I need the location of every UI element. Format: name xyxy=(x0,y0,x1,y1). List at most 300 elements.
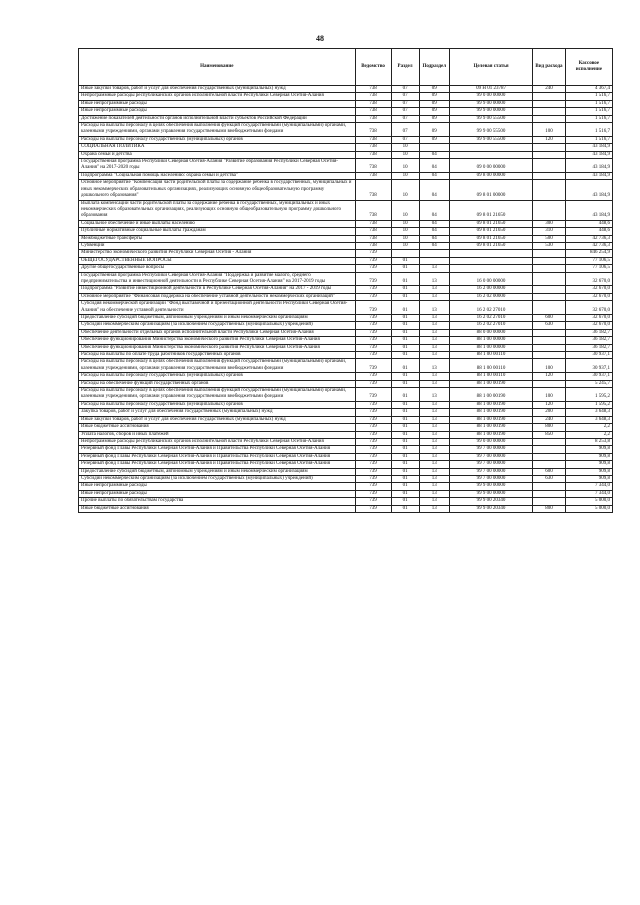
cell-vid-rashoda: 310 xyxy=(533,228,566,235)
cell-vedomstvo: 738 xyxy=(355,200,391,220)
cell-celevaya-statya: 88 1 00 00190 xyxy=(449,409,532,416)
cell-summa: 43 184,9 xyxy=(565,159,612,173)
header-podrazdel: Подраздел xyxy=(419,49,449,86)
cell-summa: 1 516,7 xyxy=(565,115,612,122)
cell-celevaya-statya: 99 9 00 00000 xyxy=(449,100,532,107)
table-row xyxy=(79,100,613,107)
cell-razdel: 01 xyxy=(391,329,419,336)
cell-name: Предоставление субсидий бюджетным, автономным учреждениям и иным некоммерческим организациям xyxy=(79,468,356,475)
cell-vedomstvo: 738 xyxy=(355,220,391,227)
cell-vid-rashoda: 100 xyxy=(533,388,566,402)
cell-summa: 77 106,5 xyxy=(565,257,612,264)
table-row xyxy=(79,151,613,158)
cell-summa: 3 648,3 xyxy=(565,416,612,423)
cell-summa: 32 670,0 xyxy=(565,315,612,322)
table-row xyxy=(79,424,613,431)
table-row xyxy=(79,159,613,173)
cell-vedomstvo: 739 xyxy=(355,322,391,329)
cell-razdel: 07 xyxy=(391,115,419,122)
cell-razdel: 01 xyxy=(391,431,419,438)
cell-podrazdel: 13 xyxy=(419,286,449,293)
table-row xyxy=(79,144,613,151)
cell-celevaya-statya: 99 9 00 20340 xyxy=(449,505,532,512)
cell-name: Подпрограмма "Развитие инвестиционной деятельности в Республике Северная Осетия-Алания" на 2017 - 2019 годы xyxy=(79,286,356,293)
cell-summa: 32 670,0 xyxy=(565,286,612,293)
cell-celevaya-statya: 09 8 01 21650 xyxy=(449,200,532,220)
cell-name: Обеспечение функционирования Министерства экономического развития Республики Северная Осетия-Алания xyxy=(79,337,356,344)
cell-summa: 36 182,7 xyxy=(565,329,612,336)
cell-vedomstvo: 738 xyxy=(355,115,391,122)
table-row xyxy=(79,461,613,468)
cell-podrazdel: 13 xyxy=(419,505,449,512)
cell-summa: 909,8 xyxy=(565,475,612,482)
cell-vedomstvo: 739 xyxy=(355,438,391,445)
cell-podrazdel: 04 xyxy=(419,151,449,158)
cell-podrazdel: 04 xyxy=(419,172,449,179)
cell-podrazdel: 04 xyxy=(419,220,449,227)
cell-celevaya-statya xyxy=(449,250,532,257)
cell-summa: 909,8 xyxy=(565,453,612,460)
cell-summa: 5 000,0 xyxy=(565,498,612,505)
cell-razdel: 01 xyxy=(391,505,419,512)
cell-razdel: 10 xyxy=(391,235,419,242)
cell-podrazdel: 09 xyxy=(419,86,449,93)
cell-name: Министерство экономического развития Республики Северная Осетия - Алания xyxy=(79,250,356,257)
cell-razdel: 01 xyxy=(391,257,419,264)
cell-vid-rashoda: 100 xyxy=(533,123,566,137)
cell-vid-rashoda: 240 xyxy=(533,86,566,93)
cell-celevaya-statya: 99 7 00 00000 xyxy=(449,461,532,468)
cell-vedomstvo: 739 xyxy=(355,490,391,497)
cell-razdel: 07 xyxy=(391,123,419,137)
cell-vedomstvo: 739 xyxy=(355,329,391,336)
table-row xyxy=(79,505,613,512)
cell-podrazdel: 09 xyxy=(419,93,449,100)
cell-name: Иные непрограммные расходы xyxy=(79,483,356,490)
cell-vedomstvo: 738 xyxy=(355,235,391,242)
cell-vedomstvo: 739 xyxy=(355,468,391,475)
cell-summa: 43 184,9 xyxy=(565,172,612,179)
cell-razdel: 10 xyxy=(391,220,419,227)
cell-vedomstvo: 739 xyxy=(355,475,391,482)
table-row xyxy=(79,315,613,322)
cell-podrazdel: 13 xyxy=(419,265,449,272)
cell-podrazdel: 09 xyxy=(419,136,449,143)
cell-podrazdel: 13 xyxy=(419,380,449,387)
cell-celevaya-statya: 09 0 00 00000 xyxy=(449,159,532,173)
table-row xyxy=(79,293,613,300)
cell-name: Иные бюджетные ассигнования xyxy=(79,505,356,512)
cell-celevaya-statya: 09 8 00 00000 xyxy=(449,172,532,179)
cell-vedomstvo: 739 xyxy=(355,301,391,315)
cell-celevaya-statya: 16 2 00 00000 xyxy=(449,286,532,293)
header-celevaya-statya: Целевая статья xyxy=(449,49,532,86)
cell-summa: 32 670,0 xyxy=(565,293,612,300)
cell-vid-rashoda xyxy=(533,115,566,122)
cell-celevaya-statya: 99 9 00 55500 xyxy=(449,136,532,143)
cell-celevaya-statya: 99 7 00 00000 xyxy=(449,446,532,453)
cell-vid-rashoda xyxy=(533,265,566,272)
cell-celevaya-statya: 88 1 00 00110 xyxy=(449,352,532,359)
cell-vedomstvo: 738 xyxy=(355,144,391,151)
cell-podrazdel: 13 xyxy=(419,272,449,286)
cell-podrazdel: 13 xyxy=(419,352,449,359)
cell-vid-rashoda xyxy=(533,108,566,115)
cell-vid-rashoda xyxy=(533,483,566,490)
cell-vid-rashoda xyxy=(533,344,566,351)
cell-name: Расходы на выплаты персоналу государственных (муниципальных) органов xyxy=(79,373,356,380)
cell-vid-rashoda: 200 xyxy=(533,409,566,416)
table-row xyxy=(79,228,613,235)
cell-name: Резервный фонд Главы Республики Северная Осетия-Алания и Правительства Республики Северная Осетия-Алания xyxy=(79,461,356,468)
table-row xyxy=(79,438,613,445)
cell-vedomstvo: 739 xyxy=(355,315,391,322)
page-number: 48 xyxy=(316,34,324,43)
table-row xyxy=(79,401,613,408)
cell-vedomstvo: 738 xyxy=(355,180,391,200)
cell-summa: 1 595,2 xyxy=(565,401,612,408)
cell-podrazdel: 04 xyxy=(419,228,449,235)
cell-name: СОЦИАЛЬНАЯ ПОЛИТИКА xyxy=(79,144,356,151)
cell-vid-rashoda xyxy=(533,172,566,179)
cell-vedomstvo: 739 xyxy=(355,344,391,351)
cell-vedomstvo: 739 xyxy=(355,453,391,460)
cell-celevaya-statya: 16 2 02 27010 xyxy=(449,301,532,315)
table-row xyxy=(79,498,613,505)
cell-name: Субвенции xyxy=(79,242,356,249)
cell-razdel: 01 xyxy=(391,416,419,423)
cell-razdel: 01 xyxy=(391,373,419,380)
cell-celevaya-statya: 16 0 00 00000 xyxy=(449,272,532,286)
table-row xyxy=(79,220,613,227)
cell-vid-rashoda xyxy=(533,498,566,505)
cell-razdel: 01 xyxy=(391,438,419,445)
cell-vid-rashoda: 800 xyxy=(533,505,566,512)
cell-podrazdel: 13 xyxy=(419,344,449,351)
table-row xyxy=(79,483,613,490)
cell-razdel: 01 xyxy=(391,344,419,351)
cell-podrazdel: 13 xyxy=(419,322,449,329)
cell-razdel: 01 xyxy=(391,265,419,272)
table-row xyxy=(79,475,613,482)
cell-vid-rashoda xyxy=(533,257,566,264)
cell-name: Прочие выплаты по обязательствам государства xyxy=(79,498,356,505)
cell-podrazdel: 09 xyxy=(419,100,449,107)
cell-celevaya-statya xyxy=(449,265,532,272)
cell-summa: 7 344,0 xyxy=(565,490,612,497)
cell-podrazdel: 13 xyxy=(419,431,449,438)
cell-vid-rashoda xyxy=(533,301,566,315)
cell-celevaya-statya: 88 1 00 00190 xyxy=(449,416,532,423)
cell-name: Обеспечение функционирования Министерства экономического развития Республики Северная Осетия-Алания xyxy=(79,344,356,351)
cell-podrazdel: 13 xyxy=(419,424,449,431)
cell-summa: 30 937,1 xyxy=(565,373,612,380)
table-row xyxy=(79,431,613,438)
cell-podrazdel: 04 xyxy=(419,180,449,200)
cell-vid-rashoda xyxy=(533,250,566,257)
table-row xyxy=(79,200,613,220)
cell-vid-rashoda: 800 xyxy=(533,424,566,431)
cell-vid-rashoda xyxy=(533,293,566,300)
cell-podrazdel: 13 xyxy=(419,337,449,344)
cell-summa: 36 182,7 xyxy=(565,337,612,344)
cell-celevaya-statya: 99 9 00 00000 xyxy=(449,108,532,115)
table-row xyxy=(79,344,613,351)
cell-vid-rashoda xyxy=(533,159,566,173)
cell-vedomstvo: 738 xyxy=(355,100,391,107)
table-row xyxy=(79,380,613,387)
cell-celevaya-statya: 88 0 00 00000 xyxy=(449,329,532,336)
cell-podrazdel: 13 xyxy=(419,373,449,380)
cell-celevaya-statya: 16 2 02 27010 xyxy=(449,322,532,329)
cell-summa: 1 516,7 xyxy=(565,136,612,143)
cell-name: Подпрограмма "Социальная помощь населению: охрана семьи и детства" xyxy=(79,172,356,179)
cell-razdel: 01 xyxy=(391,490,419,497)
cell-vid-rashoda: 630 xyxy=(533,322,566,329)
cell-razdel xyxy=(391,250,419,257)
cell-celevaya-statya: 88 1 00 00190 xyxy=(449,388,532,402)
cell-vedomstvo: 739 xyxy=(355,505,391,512)
cell-podrazdel: 13 xyxy=(419,416,449,423)
cell-podrazdel: 13 xyxy=(419,490,449,497)
cell-summa: 7 344,0 xyxy=(565,483,612,490)
cell-podrazdel: 13 xyxy=(419,359,449,373)
cell-vedomstvo: 739 xyxy=(355,337,391,344)
cell-summa: 43 184,9 xyxy=(565,151,612,158)
cell-name: Другие общегосударственные вопросы xyxy=(79,265,356,272)
table-row xyxy=(79,490,613,497)
cell-celevaya-statya xyxy=(449,151,532,158)
cell-vid-rashoda: 500 xyxy=(533,235,566,242)
cell-vid-rashoda xyxy=(533,352,566,359)
cell-vid-rashoda: 120 xyxy=(533,136,566,143)
table-row xyxy=(79,265,613,272)
cell-podrazdel xyxy=(419,144,449,151)
cell-vid-rashoda: 300 xyxy=(533,220,566,227)
cell-vid-rashoda: 100 xyxy=(533,359,566,373)
cell-vid-rashoda xyxy=(533,380,566,387)
cell-celevaya-statya: 09 8 01 00000 xyxy=(449,180,532,200)
cell-name: Расходы на выплаты персоналу в целях обеспечения выполнения функций государственными (муниципальными) органами, казенными учреждениями, органами управления государственными внебюджетными фондами xyxy=(79,359,356,373)
cell-summa: 1 516,7 xyxy=(565,93,612,100)
cell-podrazdel: 04 xyxy=(419,159,449,173)
cell-summa: 36 182,7 xyxy=(565,344,612,351)
cell-name: Предоставление субсидий бюджетным, автономным учреждениям и иным некоммерческим организациям xyxy=(79,315,356,322)
cell-celevaya-statya: 99 9 00 55500 xyxy=(449,115,532,122)
cell-podrazdel xyxy=(419,250,449,257)
cell-name: Уплата налогов, сборов и иных платежей xyxy=(79,431,356,438)
cell-vedomstvo: 738 xyxy=(355,159,391,173)
cell-podrazdel: 09 xyxy=(419,115,449,122)
header-name: Наименование xyxy=(79,49,356,86)
table-row xyxy=(79,257,613,264)
cell-vid-rashoda xyxy=(533,438,566,445)
cell-name: Межбюджетные трансферты xyxy=(79,235,356,242)
cell-celevaya-statya: 09 8 01 21650 xyxy=(449,242,532,249)
cell-vid-rashoda xyxy=(533,180,566,200)
cell-razdel: 10 xyxy=(391,151,419,158)
cell-summa: 43 184,9 xyxy=(565,200,612,220)
cell-podrazdel: 13 xyxy=(419,301,449,315)
cell-vid-rashoda: 600 xyxy=(533,468,566,475)
table-row xyxy=(79,180,613,200)
cell-name: Непрограммные расходы республиканских органов исполнительной власти Республики Северная Осетия-Алания xyxy=(79,93,356,100)
cell-celevaya-statya: 88 1 00 00190 xyxy=(449,380,532,387)
cell-podrazdel: 13 xyxy=(419,401,449,408)
cell-summa: 5 245,7 xyxy=(565,380,612,387)
cell-vedomstvo: 739 xyxy=(355,380,391,387)
table-row xyxy=(79,468,613,475)
table-row xyxy=(79,115,613,122)
cell-celevaya-statya: 09 Н 01 23787 xyxy=(449,86,532,93)
cell-summa: 5 000,0 xyxy=(565,505,612,512)
header-kassovoe-ispolnenie: Кассовое исполнение xyxy=(565,49,612,86)
cell-vid-rashoda xyxy=(533,144,566,151)
cell-razdel: 07 xyxy=(391,136,419,143)
cell-summa: 43 184,9 xyxy=(565,144,612,151)
table-row xyxy=(79,136,613,143)
cell-name: Расходы на выплаты персоналу государственных (муниципальных) органов xyxy=(79,136,356,143)
cell-name: Непрограммные расходы республиканских органов исполнительной власти Республики Северная Осетия-Алания xyxy=(79,438,356,445)
cell-vid-rashoda xyxy=(533,446,566,453)
cell-summa: 30 937,1 xyxy=(565,352,612,359)
cell-razdel: 01 xyxy=(391,401,419,408)
table-row xyxy=(79,250,613,257)
cell-name: Иные закупки товаров, работ и услуг для обеспечения государственных (муниципальных) нужд xyxy=(79,86,356,93)
cell-celevaya-statya: 88 1 00 00000 xyxy=(449,344,532,351)
cell-vedomstvo: 738 xyxy=(355,136,391,143)
cell-razdel: 01 xyxy=(391,424,419,431)
cell-razdel: 01 xyxy=(391,446,419,453)
cell-name: Резервный фонд Главы Республики Северная Осетия-Алания и Правительства Республики Северная Осетия-Алания xyxy=(79,453,356,460)
cell-vid-rashoda: 120 xyxy=(533,401,566,408)
cell-summa: 1 516,7 xyxy=(565,108,612,115)
cell-razdel: 01 xyxy=(391,461,419,468)
cell-celevaya-statya: 09 8 01 21650 xyxy=(449,228,532,235)
cell-vedomstvo: 739 xyxy=(355,286,391,293)
cell-vedomstvo: 738 xyxy=(355,151,391,158)
cell-razdel: 01 xyxy=(391,352,419,359)
cell-summa: 32 670,0 xyxy=(565,322,612,329)
table-body xyxy=(79,86,613,513)
cell-summa: 3 648,3 xyxy=(565,409,612,416)
cell-razdel: 10 xyxy=(391,172,419,179)
cell-vedomstvo: 739 xyxy=(355,359,391,373)
cell-podrazdel: 13 xyxy=(419,409,449,416)
cell-vedomstvo: 739 xyxy=(355,424,391,431)
cell-vedomstvo: 739 xyxy=(355,431,391,438)
cell-name: Государственная программа Республики Северная Осетия-Алания "Развитие образования Республики Северная Осетия-Алания" на 2017-2020 годы xyxy=(79,159,356,173)
table-row xyxy=(79,453,613,460)
cell-vid-rashoda xyxy=(533,329,566,336)
cell-name: Социальное обеспечение и иные выплаты населению xyxy=(79,220,356,227)
cell-vedomstvo: 739 xyxy=(355,416,391,423)
table-header-row xyxy=(79,49,613,86)
cell-podrazdel xyxy=(419,257,449,264)
cell-summa: 2,2 xyxy=(565,424,612,431)
cell-summa: 1 516,7 xyxy=(565,100,612,107)
cell-celevaya-statya: 99 9 00 20340 xyxy=(449,498,532,505)
cell-vid-rashoda xyxy=(533,286,566,293)
cell-name: Субсидия некоммерческой организации "Фонд выставочной и презентационной деятельности Республики Северная Осетия-Алания" на обеспечение уставной деятельности xyxy=(79,301,356,315)
cell-celevaya-statya: 99 7 00 00000 xyxy=(449,468,532,475)
cell-razdel: 01 xyxy=(391,380,419,387)
cell-vid-rashoda xyxy=(533,490,566,497)
cell-vedomstvo: 739 xyxy=(355,446,391,453)
cell-vid-rashoda xyxy=(533,100,566,107)
cell-name: Иные непрограммные расходы xyxy=(79,100,356,107)
cell-podrazdel: 13 xyxy=(419,388,449,402)
header-vid-rashoda: Вид расхода xyxy=(533,49,566,86)
table-row xyxy=(79,322,613,329)
cell-summa: 32 670,0 xyxy=(565,272,612,286)
cell-name: Выплата компенсации части родительской платы за содержание ребенка в государственных, муниципальных и иных некоммерческих образовательных организациях, реализующих основную общеобразовательную программу дошкольного образования xyxy=(79,200,356,220)
cell-celevaya-statya: 09 8 01 21650 xyxy=(449,220,532,227)
cell-razdel: 01 xyxy=(391,388,419,402)
cell-summa: 1 595,2 xyxy=(565,388,612,402)
cell-razdel: 01 xyxy=(391,315,419,322)
cell-summa: 909,8 xyxy=(565,468,612,475)
cell-razdel: 01 xyxy=(391,498,419,505)
cell-podrazdel: 13 xyxy=(419,453,449,460)
table-row xyxy=(79,359,613,373)
cell-razdel: 07 xyxy=(391,86,419,93)
table-row xyxy=(79,123,613,137)
cell-vedomstvo: 739 xyxy=(355,409,391,416)
cell-name: Публичные нормативные социальные выплаты гражданам xyxy=(79,228,356,235)
table-row xyxy=(79,352,613,359)
table-row xyxy=(79,86,613,93)
cell-vedomstvo: 738 xyxy=(355,108,391,115)
cell-razdel: 10 xyxy=(391,159,419,173)
header-vedomstvo: Ведомство xyxy=(355,49,391,86)
cell-razdel: 01 xyxy=(391,337,419,344)
cell-podrazdel: 13 xyxy=(419,329,449,336)
cell-name: Основное мероприятие "Компенсация части родительской платы за содержание ребенка в государственных, муниципальных и иных некоммерческих образовательных организациях, реализующих основную общеобразовательную программу дошкольного образования" xyxy=(79,180,356,200)
cell-summa: 1 516,7 xyxy=(565,123,612,137)
cell-vid-rashoda xyxy=(533,272,566,286)
cell-razdel: 01 xyxy=(391,409,419,416)
table-row xyxy=(79,286,613,293)
cell-razdel: 01 xyxy=(391,286,419,293)
cell-podrazdel: 13 xyxy=(419,293,449,300)
cell-celevaya-statya: 99 0 00 00000 xyxy=(449,93,532,100)
cell-razdel: 01 xyxy=(391,483,419,490)
cell-vedomstvo: 739 xyxy=(355,250,391,257)
cell-celevaya-statya: 99 7 00 00000 xyxy=(449,453,532,460)
cell-celevaya-statya: 16 2 02 27010 xyxy=(449,315,532,322)
cell-vid-rashoda: 630 xyxy=(533,475,566,482)
cell-podrazdel: 13 xyxy=(419,446,449,453)
cell-summa: 448,6 xyxy=(565,220,612,227)
cell-vedomstvo: 739 xyxy=(355,293,391,300)
cell-name: Охрана семьи и детства xyxy=(79,151,356,158)
cell-name: Основное мероприятие "Финансовая поддержка на обеспечение уставной деятельности некоммерческих организаций" xyxy=(79,293,356,300)
cell-celevaya-statya xyxy=(449,257,532,264)
cell-vedomstvo: 739 xyxy=(355,272,391,286)
cell-vedomstvo: 738 xyxy=(355,123,391,137)
cell-vid-rashoda: 120 xyxy=(533,373,566,380)
cell-summa: 42 736,3 xyxy=(565,242,612,249)
cell-name: ОБЩЕГОСУДАРСТВЕННЫЕ ВОПРОСЫ xyxy=(79,257,356,264)
cell-podrazdel: 04 xyxy=(419,242,449,249)
table-row xyxy=(79,242,613,249)
cell-celevaya-statya: 88 1 00 00190 xyxy=(449,424,532,431)
cell-podrazdel: 04 xyxy=(419,200,449,220)
cell-razdel: 01 xyxy=(391,293,419,300)
table-row xyxy=(79,337,613,344)
cell-razdel: 01 xyxy=(391,468,419,475)
